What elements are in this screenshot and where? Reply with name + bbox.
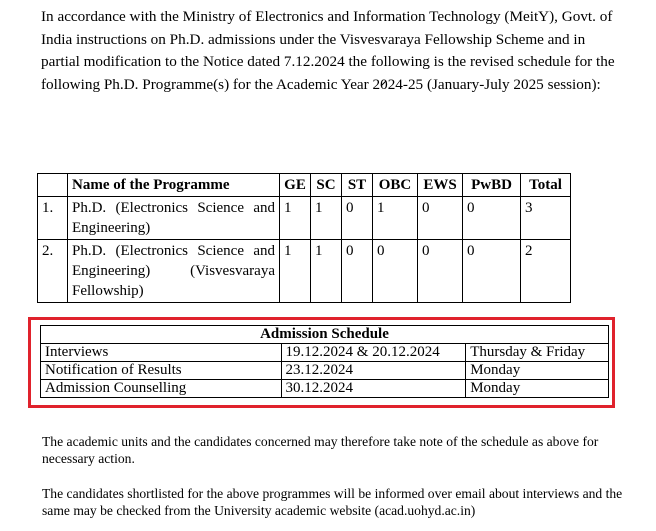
header-pwbd: PwBD xyxy=(463,174,521,197)
row-programme-name: Ph.D. (Electronics Science and Engineering) (Visvesvaraya Fellowship) xyxy=(68,240,280,303)
header-ews: EWS xyxy=(418,174,463,197)
row-ge: 1 xyxy=(280,240,311,303)
schedule-day: Thursday & Friday xyxy=(466,344,609,362)
row-obc: 1 xyxy=(373,197,418,240)
row-programme-name: Ph.D. (Electronics Science and Engineering) xyxy=(68,197,280,240)
header-programme-name: Name of the Programme xyxy=(68,174,280,197)
row-ge: 1 xyxy=(280,197,311,240)
schedule-day: Monday xyxy=(466,380,609,398)
row-total: 2 xyxy=(521,240,571,303)
admission-schedule-table xyxy=(40,325,609,398)
row-sc: 1 xyxy=(311,197,342,240)
schedule-date: 23.12.2024 xyxy=(281,362,466,380)
schedule-title-row xyxy=(41,326,609,344)
header-sno xyxy=(38,174,68,197)
header-ge: GE xyxy=(280,174,311,197)
schedule-date: 30.12.2024 xyxy=(281,380,466,398)
row-pwbd: 0 xyxy=(463,197,521,240)
row-st: 0 xyxy=(342,197,373,240)
header-total: Total xyxy=(521,174,571,197)
schedule-event: Admission Counselling xyxy=(41,380,282,398)
schedule-title: Admission Schedule xyxy=(41,326,609,344)
row-pwbd: 0 xyxy=(463,240,521,303)
header-st: ST xyxy=(342,174,373,197)
programme-table-header xyxy=(38,174,571,197)
schedule-date: 19.12.2024 & 20.12.2024 xyxy=(281,344,466,362)
row-sno: 1. xyxy=(38,197,68,240)
note-paragraph: The academic units and the candidates concerned may therefore take note of the schedule as above for necessary action. xyxy=(42,434,599,466)
row-ews: 0 xyxy=(418,197,463,240)
row-st: 0 xyxy=(342,240,373,303)
table-row xyxy=(38,197,571,240)
table-row xyxy=(41,362,609,380)
schedule-event: Interviews xyxy=(41,344,282,362)
schedule-event: Notification of Results xyxy=(41,362,282,380)
schedule-day: Monday xyxy=(466,362,609,380)
header-obc: OBC xyxy=(373,174,418,197)
table-row xyxy=(38,240,571,303)
row-obc: 0 xyxy=(373,240,418,303)
pen-tick-mark xyxy=(380,80,387,87)
note-paragraph: The candidates shortlisted for the above programmes will be informed over email about interviews and the same may be checked from the University academic website (acad.uohyd.ac.in) xyxy=(42,486,623,518)
intro-paragraph: In accordance with the Ministry of Electronics and Information Technology (MeitY), Govt. of India instructions on Ph.D. admissions under the Visvesvaraya Fellowship Scheme and in partial modification to the Notice dated 7.12.2024 the following is the revised schedule for the following Ph.D. Programme(s) for the Academic Year 2024-25 (January-July 2025 session): xyxy=(41,8,615,93)
row-sno: 2. xyxy=(38,240,68,303)
row-total: 3 xyxy=(521,197,571,240)
programme-table xyxy=(37,173,571,303)
row-sc: 1 xyxy=(311,240,342,303)
row-ews: 0 xyxy=(418,240,463,303)
table-row xyxy=(41,344,609,362)
header-sc: SC xyxy=(311,174,342,197)
table-row xyxy=(41,380,609,398)
